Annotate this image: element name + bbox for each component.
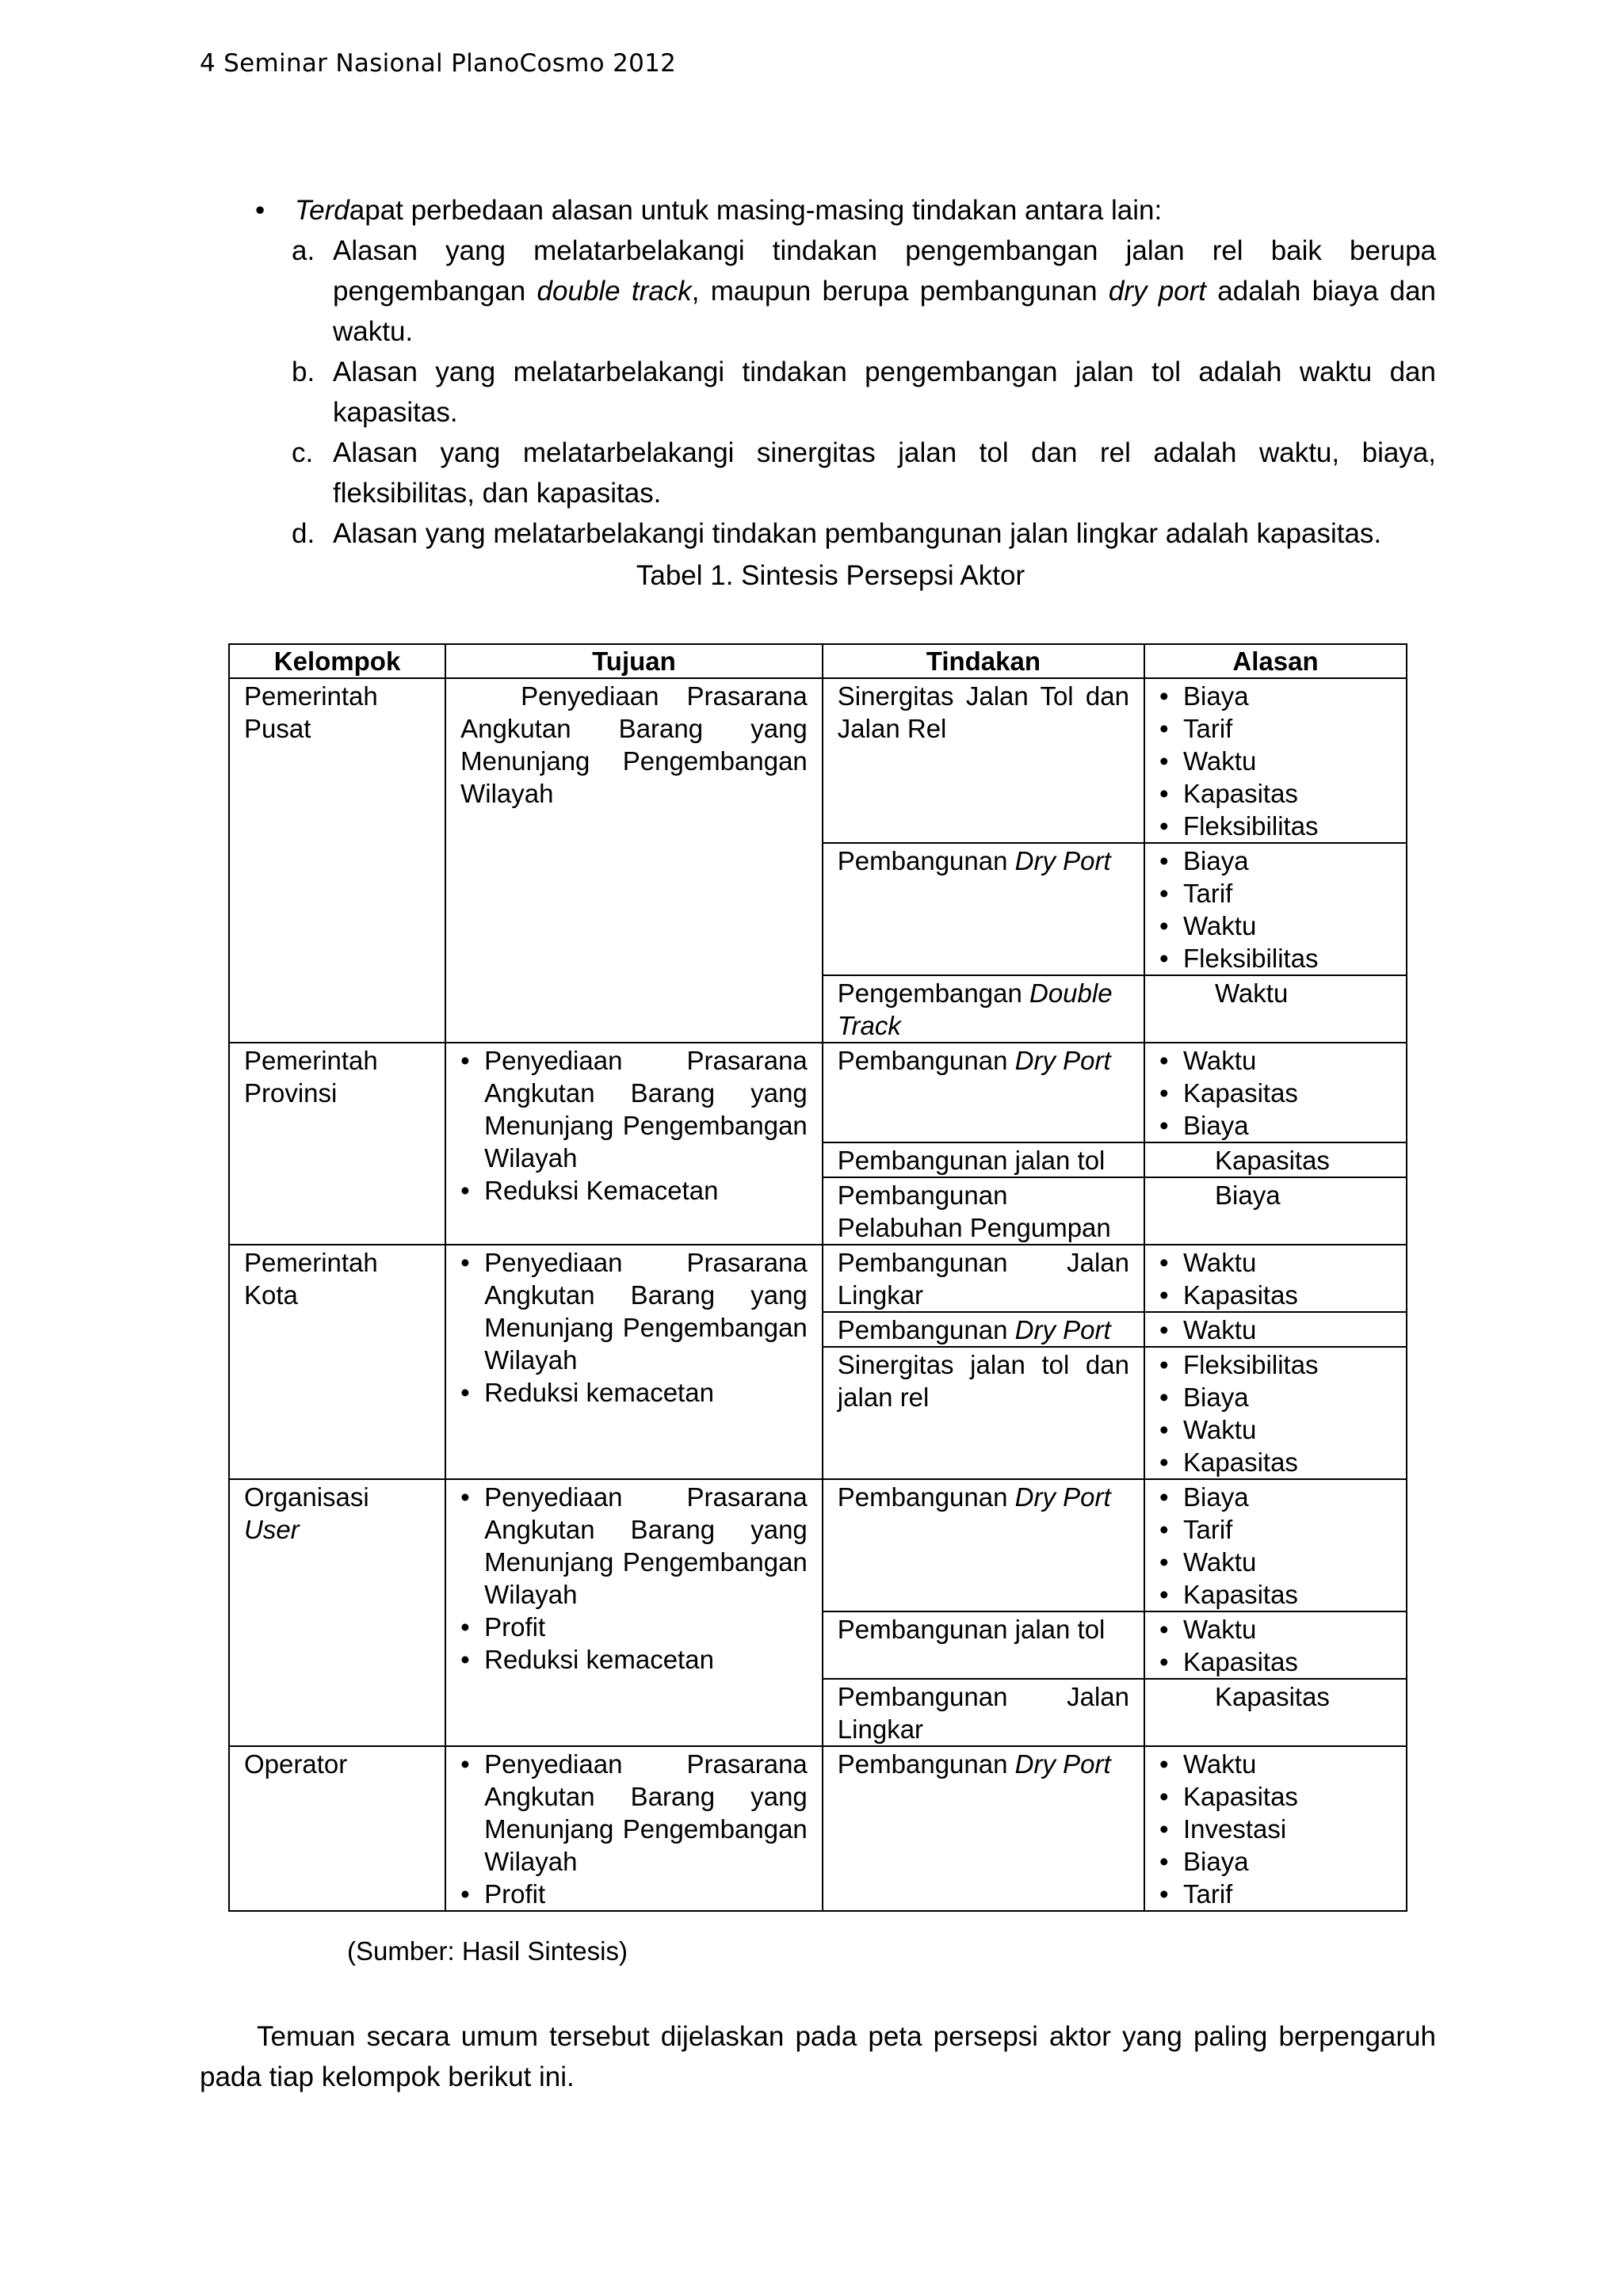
alasan-cell bbox=[1144, 1347, 1407, 1479]
tindakan-cell bbox=[823, 1312, 1144, 1347]
kelompok-cell bbox=[229, 1479, 445, 1746]
tindakan-text: Pembangunan bbox=[837, 1749, 1015, 1779]
reason-item-d bbox=[292, 513, 1436, 554]
tindakan-text: Pembangunan bbox=[837, 1046, 1015, 1075]
intro-bullet bbox=[200, 190, 1436, 231]
alasan-item: • Biaya bbox=[1183, 1481, 1392, 1513]
tindakan-term: Double Track bbox=[837, 978, 1113, 1040]
header-tujuan: Tujuan bbox=[445, 644, 823, 678]
alasan-cell bbox=[1144, 843, 1407, 975]
tindakan-cell bbox=[823, 1746, 1144, 1911]
tujuan-item: • Penyediaan Prasarana Angkutan Barang yang Menunjang Pengembangan Wilayah bbox=[484, 1481, 808, 1611]
header-kelompok: Kelompok bbox=[229, 644, 445, 678]
reason-text: Alasan yang melatarbelakangi tindakan pengembangan jalan tol adalah waktu dan kapasitas. bbox=[333, 357, 1436, 428]
tindakan-term: Dry Port bbox=[1014, 1482, 1111, 1512]
alasan-item: • Waktu bbox=[1183, 1748, 1392, 1780]
alasan-list bbox=[1159, 1314, 1392, 1346]
reason-text: adalah biaya dan waktu. bbox=[333, 276, 1437, 347]
intro-lead-italic: Terd bbox=[295, 195, 349, 226]
alasan-item: • Kapasitas bbox=[1183, 777, 1392, 810]
tindakan-cell bbox=[823, 1043, 1144, 1142]
tujuan-list bbox=[460, 1044, 808, 1207]
tujuan-cell bbox=[445, 1479, 823, 1746]
alasan-cell bbox=[1144, 1245, 1407, 1312]
alasan-item: • Biaya bbox=[1183, 680, 1392, 712]
table-row bbox=[229, 1245, 1407, 1312]
tindakan-term: Dry Port bbox=[1014, 1315, 1111, 1344]
alasan-cell bbox=[1144, 1177, 1407, 1245]
tindakan-text: Pembangunan bbox=[837, 846, 1015, 875]
table-row bbox=[229, 678, 1407, 843]
reason-text: Alasan yang melatarbelakangi sinergitas jalan tol dan rel adalah waktu, biaya, fleksibilitas, dan kapasitas. bbox=[333, 437, 1436, 509]
tindakan-cell: Pembangunan Jalan Lingkar bbox=[823, 1679, 1144, 1746]
tindakan-text: Pembangunan bbox=[837, 1315, 1015, 1344]
reason-term: dry port bbox=[1108, 276, 1207, 307]
alasan-item: • Tarif bbox=[1183, 712, 1392, 745]
alasan-list bbox=[1159, 1748, 1392, 1910]
tujuan-text: Penyediaan Prasarana Angkutan Barang yang Menunjang Pengembangan Wilayah bbox=[460, 681, 808, 808]
reason-marker: b. bbox=[292, 357, 315, 387]
synthesis-table bbox=[228, 643, 1407, 1912]
alasan-item: • Tarif bbox=[1183, 877, 1392, 910]
alasan-text: Waktu bbox=[1215, 978, 1289, 1008]
kelompok-cell: Pemerintah Provinsi bbox=[229, 1043, 445, 1245]
alasan-list bbox=[1159, 1348, 1392, 1478]
running-header: 4 Seminar Nasional PlanoCosmo 2012 bbox=[200, 49, 677, 78]
tindakan-cell bbox=[823, 1479, 1144, 1611]
alasan-list bbox=[1159, 1481, 1392, 1611]
intro-lead-text: apat perbedaan alasan untuk masing-masing tindakan antara lain: bbox=[349, 195, 1163, 226]
alasan-item: • Biaya bbox=[1183, 845, 1392, 877]
tujuan-list bbox=[460, 1481, 808, 1676]
alasan-item: • Waktu bbox=[1183, 745, 1392, 777]
alasan-text: Kapasitas bbox=[1215, 1682, 1330, 1711]
alasan-cell bbox=[1144, 1312, 1407, 1347]
alasan-list bbox=[1159, 1613, 1392, 1678]
tujuan-item: • Reduksi kemacetan bbox=[484, 1376, 808, 1409]
alasan-item: • Waktu bbox=[1183, 910, 1392, 942]
header-tindakan: Tindakan bbox=[823, 644, 1144, 678]
table-row bbox=[229, 1479, 1407, 1611]
alasan-text: Biaya bbox=[1215, 1180, 1281, 1210]
reason-term: double track bbox=[537, 276, 692, 307]
table-row bbox=[229, 1746, 1407, 1911]
alasan-item: • Kapasitas bbox=[1183, 1780, 1392, 1813]
tindakan-text: Pembangunan bbox=[837, 1482, 1015, 1512]
kelompok-cell: Operator bbox=[229, 1746, 445, 1911]
reason-marker: a. bbox=[292, 235, 315, 266]
alasan-list bbox=[1159, 1246, 1392, 1311]
alasan-text: Kapasitas bbox=[1215, 1146, 1330, 1175]
alasan-cell bbox=[1144, 1679, 1407, 1746]
tujuan-item: • Reduksi kemacetan bbox=[484, 1643, 808, 1676]
alasan-item: • Waktu bbox=[1183, 1044, 1392, 1077]
kelompok-cell: Pemerintah Kota bbox=[229, 1245, 445, 1479]
alasan-list bbox=[1159, 1044, 1392, 1142]
tujuan-item: • Penyediaan Prasarana Angkutan Barang yang Menunjang Pengembangan Wilayah bbox=[484, 1246, 808, 1376]
reason-text: Alasan yang melatarbelakangi tindakan pembangunan jalan lingkar adalah kapasitas. bbox=[333, 518, 1382, 549]
alasan-item: • Kapasitas bbox=[1183, 1646, 1392, 1678]
alasan-item: • Kapasitas bbox=[1183, 1279, 1392, 1311]
tujuan-cell bbox=[445, 1245, 823, 1479]
alasan-item: • Biaya bbox=[1183, 1109, 1392, 1142]
reason-marker: d. bbox=[292, 518, 315, 549]
alasan-item: • Fleksibilitas bbox=[1183, 1348, 1392, 1381]
alasan-item: • Waktu bbox=[1183, 1613, 1392, 1646]
reason-item-c bbox=[292, 433, 1436, 513]
tindakan-text: Pengembangan bbox=[837, 978, 1029, 1008]
tujuan-item: • Penyediaan Prasarana Angkutan Barang yang Menunjang Pengembangan Wilayah bbox=[484, 1748, 808, 1878]
tujuan-item: • Profit bbox=[484, 1878, 808, 1910]
tindakan-term: Dry Port bbox=[1014, 1046, 1111, 1075]
tindakan-cell: Pembangunan Jalan Lingkar bbox=[823, 1245, 1144, 1312]
table-header-row bbox=[229, 644, 1407, 678]
tujuan-list bbox=[460, 1246, 808, 1409]
tujuan-cell bbox=[445, 678, 823, 1043]
tindakan-cell bbox=[823, 843, 1144, 975]
tindakan-term: Dry Port bbox=[1014, 846, 1111, 875]
tindakan-cell: Sinergitas jalan tol dan jalan rel bbox=[823, 1347, 1144, 1479]
alasan-item: • Biaya bbox=[1183, 1845, 1392, 1878]
tindakan-cell: Sinergitas Jalan Tol dan Jalan Rel bbox=[823, 678, 1144, 843]
alasan-cell bbox=[1144, 1611, 1407, 1679]
alasan-item: • Investasi bbox=[1183, 1813, 1392, 1845]
reason-marker: c. bbox=[292, 437, 314, 468]
alasan-item: • Kapasitas bbox=[1183, 1446, 1392, 1478]
alasan-cell bbox=[1144, 1479, 1407, 1611]
closing-paragraph bbox=[200, 2016, 1436, 2097]
alasan-cell bbox=[1144, 1746, 1407, 1911]
tindakan-cell bbox=[823, 975, 1144, 1043]
alasan-item: • Fleksibilitas bbox=[1183, 810, 1392, 842]
tindakan-cell: Pembangunan jalan tol bbox=[823, 1142, 1144, 1177]
alasan-item: • Fleksibilitas bbox=[1183, 942, 1392, 974]
reason-item-a bbox=[292, 231, 1437, 352]
reason-text: Alasan yang melatarbelakangi tindakan pengembangan jalan rel baik berupa pengembangan bbox=[333, 235, 1436, 307]
tujuan-list bbox=[460, 1748, 808, 1910]
table-source: (Sumber: Hasil Sintesis) bbox=[347, 1936, 628, 1966]
alasan-list bbox=[1159, 680, 1392, 842]
closing-text: Temuan secara umum tersebut dijelaskan pada peta persepsi aktor yang paling berpengaruh pada tiap kelompok berikut ini. bbox=[200, 2021, 1436, 2092]
tujuan-item: • Penyediaan Prasarana Angkutan Barang yang Menunjang Pengembangan Wilayah bbox=[484, 1044, 808, 1174]
alasan-item: • Waktu bbox=[1183, 1546, 1392, 1578]
tindakan-term: Dry Port bbox=[1014, 1749, 1111, 1779]
alasan-item: • Tarif bbox=[1183, 1513, 1392, 1546]
alasan-item: • Kapasitas bbox=[1183, 1578, 1392, 1611]
tindakan-cell: Pembangunan jalan tol bbox=[823, 1611, 1144, 1679]
intro-section bbox=[200, 190, 1436, 596]
alasan-item: • Waktu bbox=[1183, 1314, 1392, 1346]
tujuan-item: • Reduksi Kemacetan bbox=[484, 1174, 808, 1207]
alasan-item: • Biaya bbox=[1183, 1381, 1392, 1413]
alasan-item: • Waktu bbox=[1183, 1413, 1392, 1446]
tujuan-cell bbox=[445, 1746, 823, 1911]
tujuan-cell bbox=[445, 1043, 823, 1245]
kelompok-text: Organisasi bbox=[244, 1482, 369, 1512]
alasan-cell bbox=[1144, 975, 1407, 1043]
reason-text: , maupun berupa pembangunan bbox=[691, 276, 1109, 307]
reason-item-b bbox=[292, 352, 1436, 433]
kelompok-cell: Pemerintah Pusat bbox=[229, 678, 445, 1043]
tujuan-item: • Profit bbox=[484, 1611, 808, 1643]
alasan-item: • Kapasitas bbox=[1183, 1077, 1392, 1109]
header-alasan: Alasan bbox=[1144, 644, 1407, 678]
alasan-item: • Tarif bbox=[1183, 1878, 1392, 1910]
alasan-cell bbox=[1144, 678, 1407, 843]
alasan-cell bbox=[1144, 1043, 1407, 1142]
table-row bbox=[229, 1043, 1407, 1142]
alasan-list bbox=[1159, 845, 1392, 974]
tindakan-cell: Pembangunan Pelabuhan Pengumpan bbox=[823, 1177, 1144, 1245]
alasan-item: • Waktu bbox=[1183, 1246, 1392, 1279]
alasan-cell bbox=[1144, 1142, 1407, 1177]
kelompok-term: User bbox=[244, 1515, 300, 1544]
reason-list bbox=[200, 231, 1436, 554]
bullet-marker: • bbox=[255, 195, 265, 226]
table-caption: Tabel 1. Sintesis Persepsi Aktor bbox=[636, 560, 1025, 591]
